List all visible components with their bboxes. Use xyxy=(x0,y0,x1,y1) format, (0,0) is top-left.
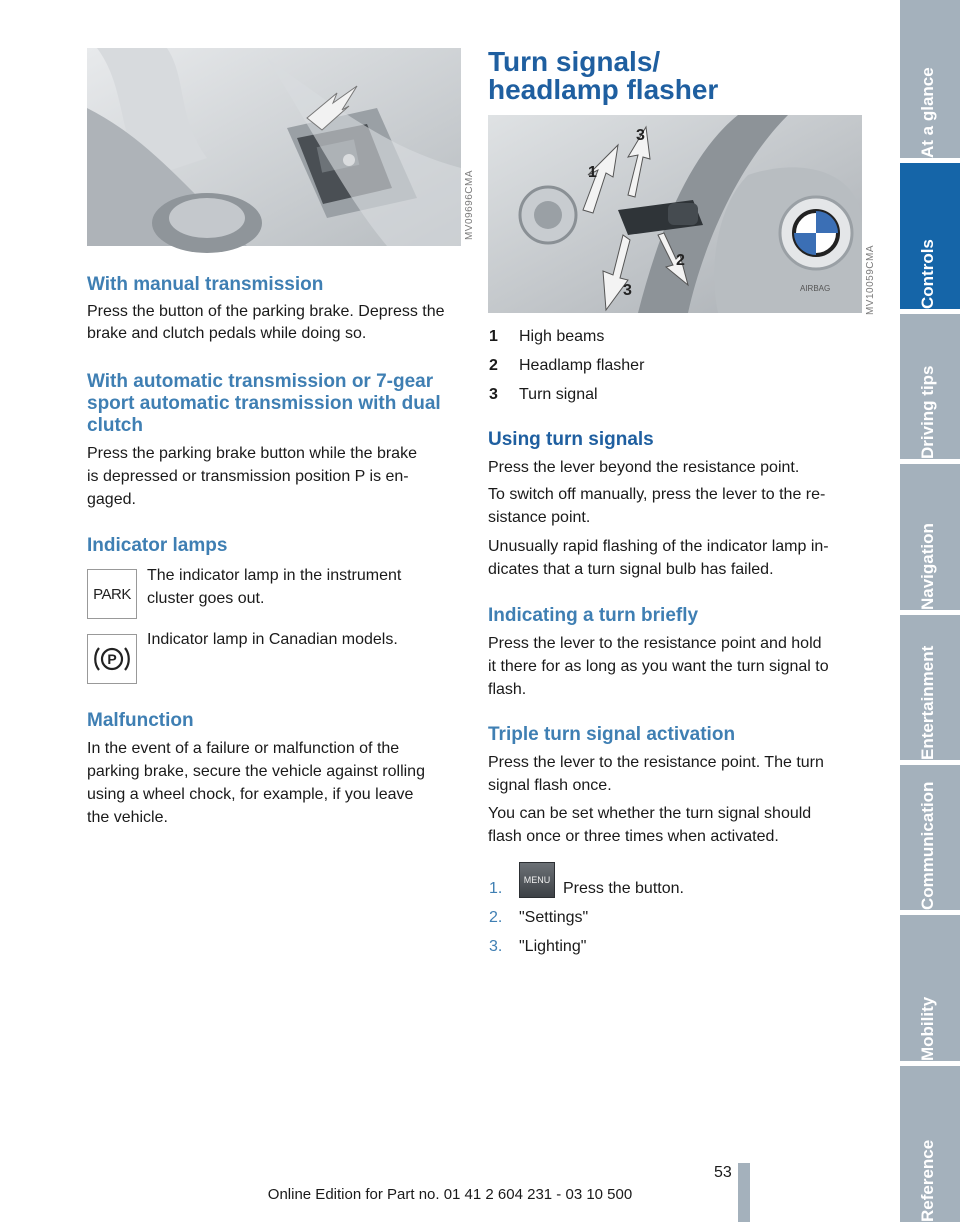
parking-brake-illustration xyxy=(87,48,461,246)
briefly-line2: it there for as long as you want the turn signal to xyxy=(488,658,829,675)
automatic-body-line3: gaged. xyxy=(87,491,136,508)
malfunction-heading: Malfunction xyxy=(87,710,194,731)
brake-circle-icon xyxy=(92,643,132,675)
legend-text: Headlamp flasher xyxy=(519,357,645,374)
photo-label-3-bottom: 3 xyxy=(623,282,632,299)
park-indicator-text-line2: cluster goes out. xyxy=(147,590,265,607)
legend-number: 1 xyxy=(489,328,498,345)
step-number: 1. xyxy=(489,880,503,897)
legend-text: High beams xyxy=(519,328,605,345)
park-indicator-icon xyxy=(87,569,137,619)
legend-number: 3 xyxy=(489,386,498,403)
tab-communication[interactable] xyxy=(900,765,960,910)
step-number: 2. xyxy=(489,909,503,926)
photo-code-right: MV10059CMA xyxy=(865,245,876,316)
tab-reference[interactable] xyxy=(900,1066,960,1222)
malfunction-line4: the vehicle. xyxy=(87,809,168,826)
indicator-lamps-heading: Indicator lamps xyxy=(87,535,228,556)
malfunction-line3: using a wheel chock, for example, if you leave xyxy=(87,786,414,803)
automatic-heading-line3: clutch xyxy=(87,415,143,436)
using-p1: Press the lever beyond the resistance point. xyxy=(488,459,800,476)
photo-label-1: 1 xyxy=(588,164,597,181)
manual-transmission-body: Press the button of the parking brake. Depress the brake and clutch pedals while doing so. xyxy=(87,303,445,342)
using-p3-line1: Unusually rapid flashing of the indicator lamp in- xyxy=(488,538,829,555)
page-title-line2: headlamp flasher xyxy=(488,74,719,105)
using-p2-line2: sistance point. xyxy=(488,509,591,526)
briefly-line3: flash. xyxy=(488,681,527,698)
step-text: Press the button. xyxy=(563,880,684,897)
turn-signal-lever-photo xyxy=(488,115,876,316)
menu-button-label: MENU xyxy=(523,875,551,885)
malfunction-line2: parking brake, secure the vehicle against rolling xyxy=(87,763,425,780)
automatic-heading-line2: sport automatic transmission with dual xyxy=(87,393,441,414)
tab-label: Navigation xyxy=(918,523,937,610)
page-number: 53 xyxy=(714,1164,732,1181)
manual-transmission-heading: With manual transmission xyxy=(87,274,324,295)
parking-brake-photo xyxy=(87,48,475,246)
tab-navigation[interactable] xyxy=(900,464,960,610)
legend-number: 2 xyxy=(489,357,498,374)
tab-entertainment[interactable] xyxy=(900,615,960,760)
triple-p1-line1: Press the lever to the resistance point. The turn xyxy=(488,754,824,771)
step-number: 3. xyxy=(489,938,503,955)
automatic-heading-line1: With automatic transmission or 7-gear xyxy=(87,371,434,392)
triple-p2-line1: You can be set whether the turn signal should xyxy=(488,805,812,822)
triple-p1-line2: signal flash once. xyxy=(488,777,612,794)
triple-p2-line2: flash once or three times when activated. xyxy=(488,828,779,845)
tab-label: Entertainment xyxy=(918,645,937,760)
canada-parking-brake-icon xyxy=(87,634,137,684)
airbag-label: AIRBAG xyxy=(800,284,831,293)
tab-driving-tips[interactable] xyxy=(900,314,960,459)
photo-code: MV09696CMA xyxy=(464,170,475,241)
tab-label: Mobility xyxy=(918,996,937,1061)
automatic-body-line2: is depressed or transmission position P is en- xyxy=(87,468,409,485)
using-p2-line1: To switch off manually, press the lever to the re- xyxy=(488,486,826,503)
malfunction-line1: In the event of a failure or malfunction of the xyxy=(87,740,400,757)
tab-label: Communication xyxy=(918,781,937,910)
tab-label: Controls xyxy=(918,239,937,309)
tab-at-a-glance[interactable] xyxy=(900,0,960,158)
indicating-briefly-heading: Indicating a turn briefly xyxy=(488,605,699,626)
triple-activation-heading: Triple turn signal activation xyxy=(488,724,736,745)
using-p3-line2: dicates that a turn signal bulb has failed. xyxy=(488,561,774,578)
photo-label-3-top: 3 xyxy=(636,127,645,144)
using-turn-signals-heading: Using turn signals xyxy=(488,429,654,450)
turn-signal-illustration xyxy=(488,115,862,313)
park-symbol: PARK xyxy=(93,585,131,603)
canada-symbol: P xyxy=(107,651,117,667)
tab-label: At a glance xyxy=(918,67,937,158)
page-title-line1: Turn signals/ xyxy=(488,46,661,77)
tab-controls[interactable] xyxy=(900,163,960,309)
step-text: "Lighting" xyxy=(519,938,587,955)
menu-button-icon[interactable] xyxy=(519,862,555,898)
step-text: "Settings" xyxy=(519,909,589,926)
park-indicator-text-line1: The indicator lamp in the instrument xyxy=(147,567,402,584)
tab-label: Driving tips xyxy=(918,365,937,459)
photo-label-2: 2 xyxy=(676,252,685,269)
online-edition-footer: Online Edition for Part no. 01 41 2 604 231 - 03 10 500 xyxy=(267,1186,633,1203)
automatic-body-line1: Press the parking brake button while the brake xyxy=(87,445,417,462)
briefly-line1: Press the lever to the resistance point and hold xyxy=(488,635,822,652)
tab-label: Reference xyxy=(918,1139,937,1222)
tab-mobility[interactable] xyxy=(900,915,960,1061)
canada-indicator-text: Indicator lamp in Canadian models. xyxy=(147,631,398,648)
legend-text: Turn signal xyxy=(519,386,598,403)
